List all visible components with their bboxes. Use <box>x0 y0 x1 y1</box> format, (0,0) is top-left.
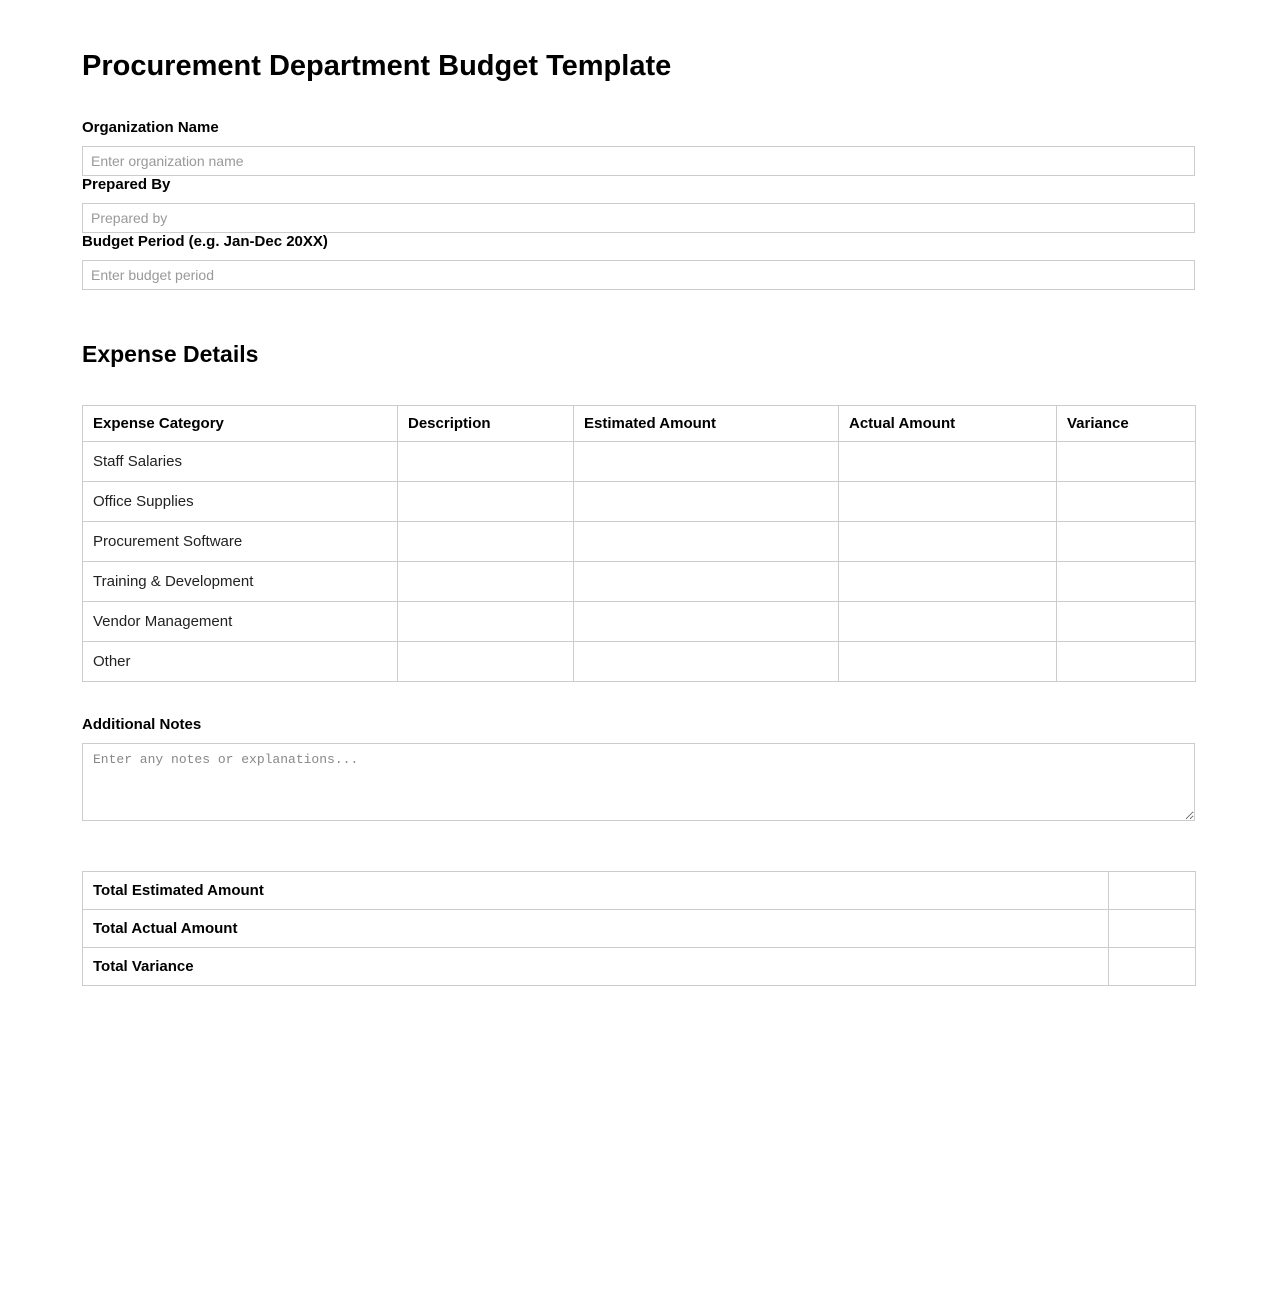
description-cell <box>398 641 574 681</box>
expense-table-header-row <box>83 405 1196 441</box>
prepared-by-input[interactable] <box>82 203 1195 233</box>
category-cell: Staff Salaries <box>83 441 398 481</box>
budget-period-label: Budget Period (e.g. Jan-Dec 20XX) <box>82 233 328 251</box>
actual-cell <box>839 601 1057 641</box>
total-variance-value <box>1109 947 1196 985</box>
actual-cell <box>839 521 1057 561</box>
table-row-procurement-software <box>83 521 1196 561</box>
header-expense-category: Expense Category <box>83 405 398 441</box>
header-description: Description <box>398 405 574 441</box>
variance-cell <box>1057 641 1196 681</box>
table-row-training-development <box>83 561 1196 601</box>
prepared-by-label: Prepared By <box>82 176 171 194</box>
actual-cell <box>839 641 1057 681</box>
totals-table <box>82 871 1196 986</box>
prepared-by-group <box>82 176 1195 233</box>
table-row-staff-salaries <box>83 441 1196 481</box>
expense-details-heading: Expense Details <box>82 341 259 368</box>
category-cell: Office Supplies <box>83 481 398 521</box>
table-row-vendor-management <box>83 601 1196 641</box>
budget-period-group <box>82 233 1195 290</box>
expense-details-table <box>82 405 1196 682</box>
description-cell <box>398 441 574 481</box>
total-estimated-row <box>83 871 1196 909</box>
total-estimated-label: Total Estimated Amount <box>83 871 1109 909</box>
estimated-cell <box>574 521 839 561</box>
estimated-cell <box>574 561 839 601</box>
estimated-cell <box>574 441 839 481</box>
page-title: Procurement Department Budget Template <box>82 50 672 82</box>
table-row-other <box>83 641 1196 681</box>
header-variance: Variance <box>1057 405 1196 441</box>
total-actual-label: Total Actual Amount <box>83 909 1109 947</box>
variance-cell <box>1057 521 1196 561</box>
total-variance-row <box>83 947 1196 985</box>
organization-name-label: Organization Name <box>82 119 219 137</box>
additional-notes-label: Additional Notes <box>82 715 202 733</box>
description-cell <box>398 561 574 601</box>
variance-cell <box>1057 481 1196 521</box>
description-cell <box>398 521 574 561</box>
total-actual-row <box>83 909 1196 947</box>
variance-cell <box>1057 561 1196 601</box>
category-cell: Vendor Management <box>83 601 398 641</box>
additional-notes-textarea[interactable] <box>82 743 1195 821</box>
actual-cell <box>839 441 1057 481</box>
description-cell <box>398 601 574 641</box>
header-actual-amount: Actual Amount <box>839 405 1057 441</box>
category-cell: Other <box>83 641 398 681</box>
actual-cell <box>839 561 1057 601</box>
organization-name-input[interactable] <box>82 146 1195 176</box>
estimated-cell <box>574 481 839 521</box>
estimated-cell <box>574 601 839 641</box>
estimated-cell <box>574 641 839 681</box>
total-variance-label: Total Variance <box>83 947 1109 985</box>
variance-cell <box>1057 601 1196 641</box>
table-row-office-supplies <box>83 481 1196 521</box>
variance-cell <box>1057 441 1196 481</box>
category-cell: Training & Development <box>83 561 398 601</box>
description-cell <box>398 481 574 521</box>
header-estimated-amount: Estimated Amount <box>574 405 839 441</box>
total-actual-value <box>1109 909 1196 947</box>
total-estimated-value <box>1109 871 1196 909</box>
budget-period-input[interactable] <box>82 260 1195 290</box>
category-cell: Procurement Software <box>83 521 398 561</box>
additional-notes-group <box>82 716 1195 821</box>
organization-name-group <box>82 119 1195 176</box>
actual-cell <box>839 481 1057 521</box>
